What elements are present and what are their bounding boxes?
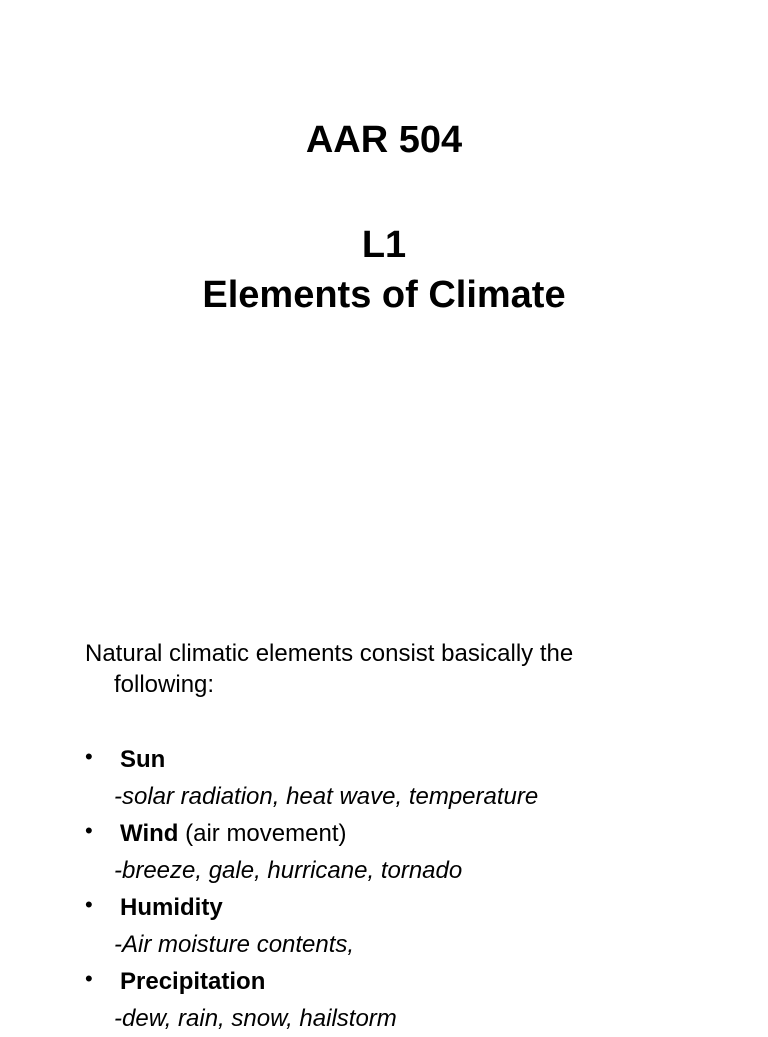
element-detail: -solar radiation, heat wave, temperature bbox=[114, 783, 539, 810]
element-name: Wind bbox=[120, 820, 179, 847]
list-item-head bbox=[85, 741, 705, 778]
bullet-icon: • bbox=[85, 892, 93, 917]
intro-paragraph bbox=[85, 638, 685, 700]
lecture-number: L1 bbox=[361, 224, 407, 266]
list-item-heading bbox=[120, 741, 165, 778]
element-qualifier: (air movement) bbox=[178, 820, 347, 847]
bullet-icon: • bbox=[85, 966, 93, 991]
bullet-icon: • bbox=[85, 818, 93, 843]
course-code-title: AAR 504 bbox=[305, 119, 463, 161]
list-item-wind bbox=[85, 815, 705, 889]
element-detail: -dew, rain, snow, hailstorm bbox=[114, 1005, 397, 1032]
bullet-icon: • bbox=[85, 744, 93, 769]
element-name: Precipitation bbox=[120, 968, 266, 995]
list-item-head bbox=[85, 963, 705, 1000]
element-name: Sun bbox=[120, 746, 166, 773]
list-item-heading bbox=[120, 963, 265, 1000]
intro-line-1: Natural climatic elements consist basically the bbox=[85, 640, 574, 667]
climate-elements-list bbox=[85, 741, 705, 1037]
list-item-sun bbox=[85, 741, 705, 815]
element-detail: -breeze, gale, hurricane, tornado bbox=[114, 857, 463, 884]
lecture-title: Elements of Climate bbox=[202, 274, 566, 316]
lecture-title-block bbox=[0, 220, 768, 320]
intro-line-2: following: bbox=[114, 671, 215, 698]
element-detail: -Air moisture contents, bbox=[114, 931, 355, 958]
list-item-heading bbox=[120, 815, 346, 852]
list-item-heading bbox=[120, 889, 223, 926]
list-item-humidity bbox=[85, 889, 705, 963]
list-item-precipitation bbox=[85, 963, 705, 1037]
element-name: Humidity bbox=[120, 894, 223, 921]
list-item-head bbox=[85, 889, 705, 926]
list-item-head bbox=[85, 815, 705, 852]
